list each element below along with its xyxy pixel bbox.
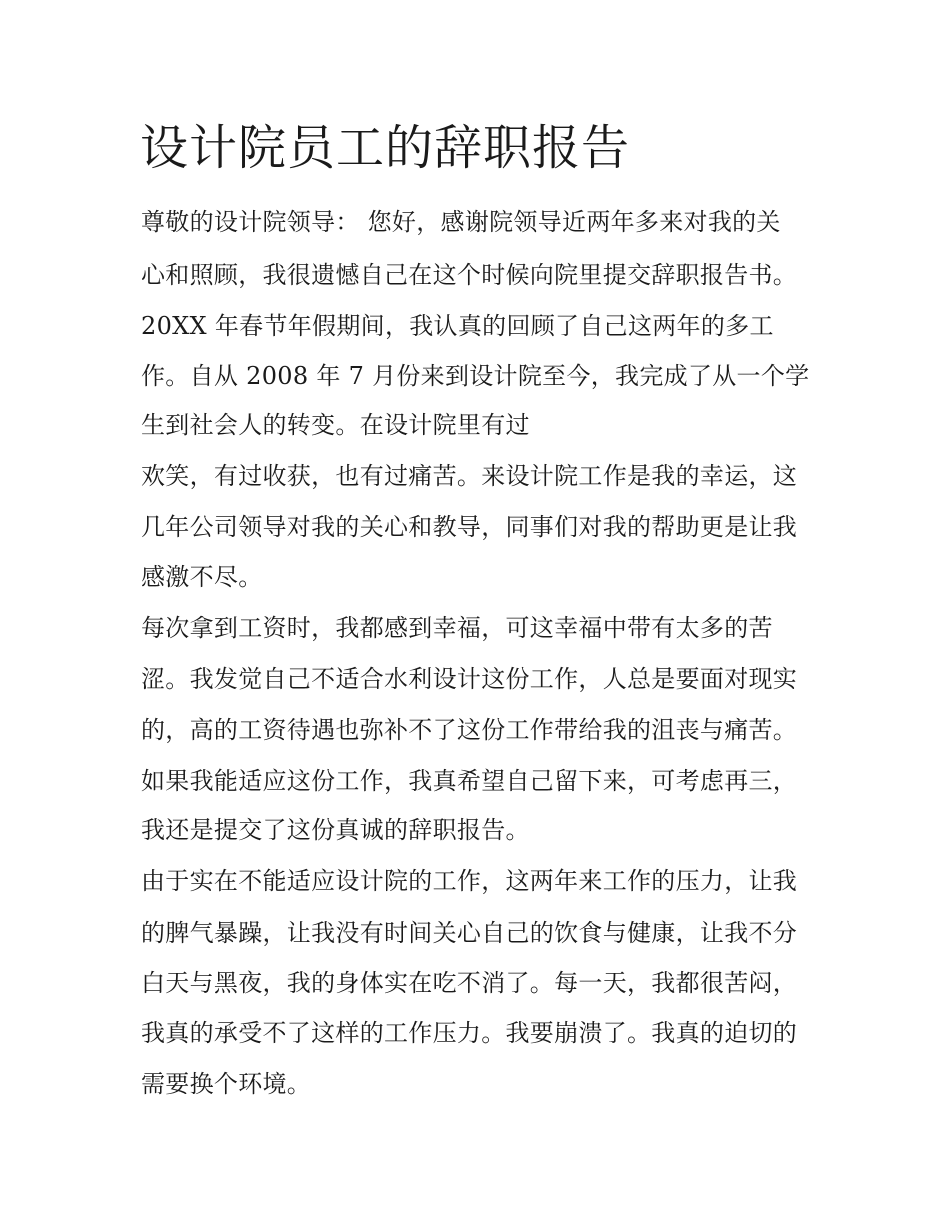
body-line: 作。自从 2008 年 7 月份来到设计院至今，我完成了从一个学	[141, 362, 810, 390]
body-line: 涩。我发觉自己不适合水利设计这份工作，人总是要面对现实	[141, 665, 798, 693]
body-line: 感激不尽。	[141, 563, 263, 591]
body-line: 几年公司领导对我的关心和教导，同事们对我的帮助更是让我	[141, 513, 798, 541]
body-line: 的，高的工资待遇也弥补不了这份工作带给我的沮丧与痛苦。	[141, 716, 798, 744]
body-line: 20XX 年春节年假期间，我认真的回顾了自己这两年的多工	[141, 312, 774, 340]
body-line: 生到社会人的转变。在设计院里有过	[141, 411, 530, 439]
body-line: 心和照顾，我很遗憾自己在这个时候向院里提交辞职报告书。	[141, 261, 798, 289]
body-line: 每次拿到工资时，我都感到幸福，可这幸福中带有太多的苦	[141, 614, 773, 642]
body-line: 的脾气暴躁，让我没有时间关心自己的饮食与健康，让我不分	[141, 919, 798, 947]
body-line: 白天与黑夜，我的身体实在吃不消了。每一天，我都很苦闷，	[141, 969, 798, 997]
body-line: 尊敬的设计院领导： 您好，感谢院领导近两年多来对我的关	[141, 208, 781, 236]
body-line: 欢笑，有过收获，也有过痛苦。来设计院工作是我的幸运，这	[141, 462, 798, 490]
body-line: 我还是提交了这份真诚的辞职报告。	[141, 816, 530, 844]
document-title: 设计院员工的辞职报告	[140, 120, 631, 176]
body-line: 由于实在不能适应设计院的工作，这两年来工作的压力，让我	[141, 867, 798, 895]
body-line: 如果我能适应这份工作，我真希望自己留下来，可考虑再三，	[141, 767, 798, 795]
body-line: 我真的承受不了这样的工作压力。我要崩溃了。我真的迫切的	[141, 1019, 798, 1047]
body-line: 需要换个环境。	[141, 1070, 312, 1098]
